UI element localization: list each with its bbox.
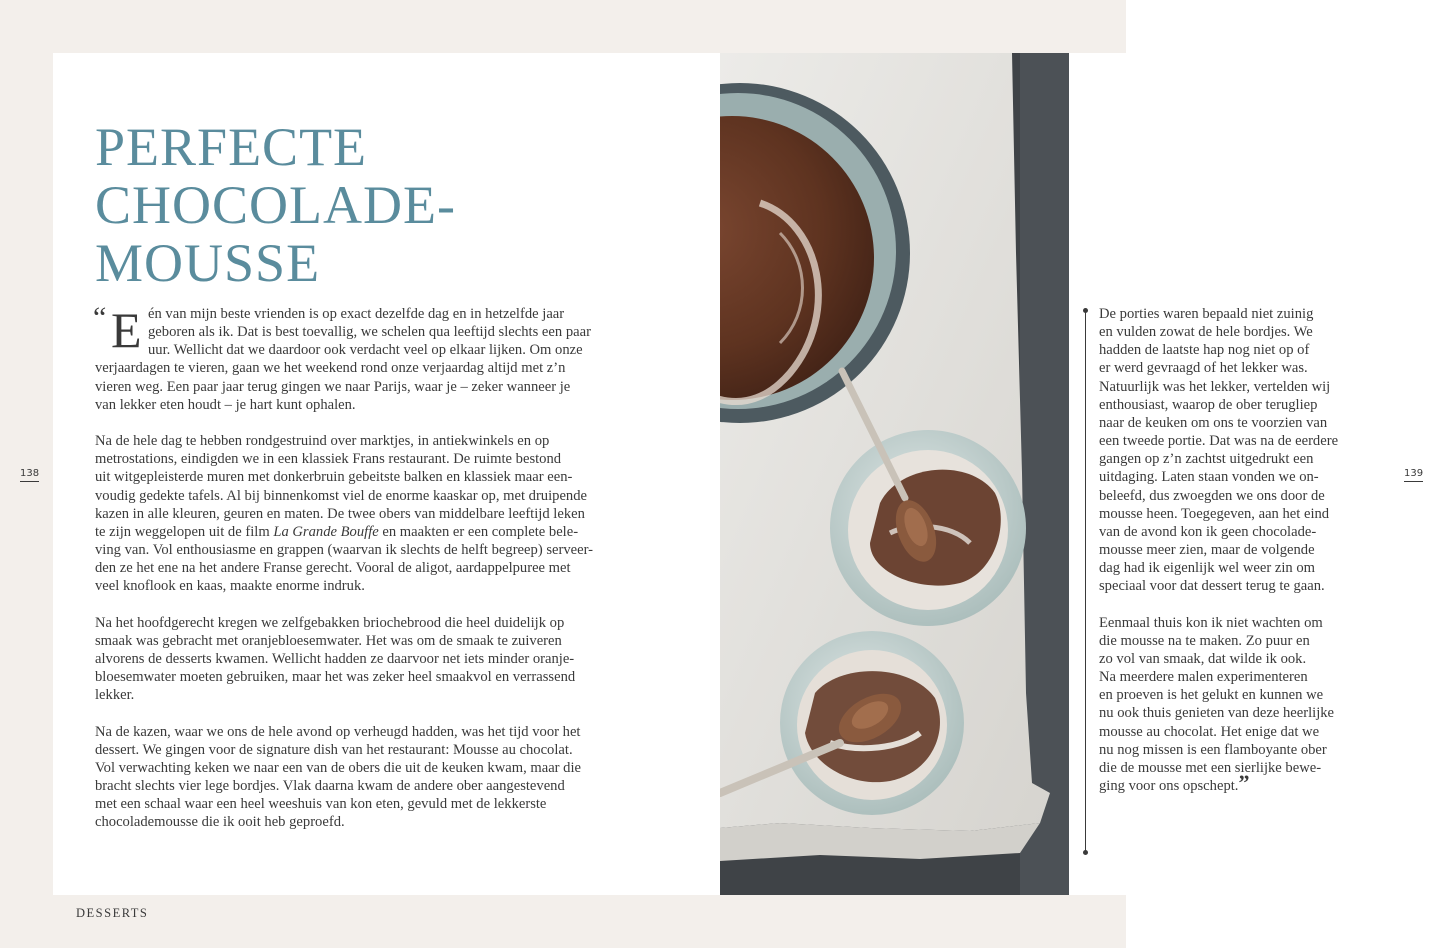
last-line-text: ging voor ons opschept. — [1099, 778, 1239, 795]
text-line: mousse heen. Toegegeven, aan het eind — [1099, 505, 1330, 522]
text-line: nu ook thuis genieten van deze heerlijke — [1099, 705, 1335, 722]
right-text-column — [1099, 305, 1359, 813]
intro-line: uur. Wellicht dat we daardoor ook verdacht veel op elkaar lijken. Om onze — [148, 342, 583, 359]
page-title — [95, 118, 456, 292]
text-line: veel knoflook en kaas, maakte enorme indruk. — [95, 578, 365, 595]
intro-paragraph — [93, 301, 635, 414]
text-line: Vol verwachting keken we naar een van de obers die uit de keuken kwam, maar die — [95, 759, 582, 776]
text-line: Na de hele dag te hebben rondgestruind over marktjes, in antiekwinkels en op — [95, 433, 550, 450]
text-line: gangen op z’n zachtst uitgedrukt een — [1099, 451, 1314, 468]
text-line: enthousiast, waarop de ober terugliep — [1099, 396, 1318, 413]
text-line: van de avond kon ik geen chocolade- — [1099, 523, 1317, 540]
divider-top-dot — [1083, 308, 1088, 313]
text-line: smaak was gebracht met oranjebloesemwater. Het was om de smaak te zuiveren — [95, 632, 562, 649]
film-before: te zijn weggelopen uit de film — [95, 523, 274, 540]
text-line: er werd gevraagd of het lekker was. — [1099, 360, 1308, 377]
text-line: beleefd, dus zwoegden we ons door de — [1099, 487, 1325, 504]
text-line: metrostations, eindigden we in een klassiek Frans restaurant. De ruimte bestond — [95, 451, 562, 468]
right-paragraph-portions — [1099, 305, 1359, 596]
intro-line: van lekker eten houdt – je hart kunt ophalen. — [95, 396, 356, 413]
intro-line: verjaardagen te vieren, gaan we het weekend rond onze verjaardag altijd met z’n — [95, 360, 566, 377]
open-quote-mark: “ — [93, 301, 107, 334]
left-text-column — [93, 301, 635, 850]
text-line: bracht slechts vier lege bordjes. Vlak daarna kwam de andere ober aangestevend — [95, 778, 565, 795]
column-divider — [1085, 310, 1086, 853]
text-line: uit witgepleisterde muren met donkerbruin gebeitste balken en klassiek maar een- — [95, 469, 573, 486]
text-line: Na de kazen, waar we ons de hele avond op verheugd hadden, was het tijd voor het — [95, 723, 581, 740]
text-line: met een schaal waar een heel weeshuis van kon eten, gevuld met de lekkerste — [95, 796, 547, 813]
text-line: een tweede portie. Dat was na de eerdere — [1099, 433, 1339, 450]
page-number-left: 138 — [20, 468, 39, 482]
paragraph-dessert — [95, 723, 635, 832]
right-paragraph-home — [1099, 614, 1359, 796]
text-line: mousse meer zien, maar de volgende — [1099, 542, 1315, 559]
text-line-last — [1099, 770, 1359, 796]
text-line: dag had ik eigenlijk wel weer zin om — [1099, 560, 1315, 577]
intro-line: én van mijn beste vrienden is op exact dezelfde dag en in hetzelfde jaar — [148, 306, 565, 322]
text-line: lekker. — [95, 687, 135, 704]
text-line: die de mousse met een sierlijke bewe- — [1099, 759, 1322, 776]
text-line: voudig gedekte tafels. Al bij binnenkomst viel de enorme kaaskar op, met druipende — [95, 487, 588, 504]
page-number-right: 139 — [1404, 468, 1423, 482]
text-line: uitdaging. Laten staan vonden we on- — [1099, 469, 1319, 486]
text-line: die mousse na te maken. Zo puur en — [1099, 632, 1310, 649]
title-line-1: PERFECTE — [95, 117, 368, 177]
film-title: La Grande Bouffe — [273, 523, 379, 540]
section-label: DESSERTS — [76, 906, 149, 920]
text-line: zo vol van smaak, dat wilde ik ook. — [1099, 650, 1307, 667]
paragraph-restaurant — [95, 432, 635, 595]
text-line-film — [95, 523, 635, 541]
film-after: en maakten er een complete bele- — [378, 523, 579, 540]
text-line: Na het hoofdgerecht kregen we zelfgebakken briochebrood die heel duidelijk op — [95, 614, 565, 631]
text-line: Na meerdere malen experimenteren — [1099, 669, 1308, 686]
text-line: dessert. We gingen voor de signature dish van het restaurant: Mousse au chocolat. — [95, 741, 573, 758]
text-line: ving van. Vol enthousiasme en grappen (waarvan ik slechts de helft begreep) serveer- — [95, 542, 594, 559]
text-line: Natuurlijk was het lekker, vertelden wij — [1099, 378, 1331, 395]
text-line: naar de keuken om ons te voorzien van — [1099, 414, 1328, 431]
text-line: speciaal voor dat dessert terug te gaan. — [1099, 578, 1325, 595]
drop-cap: E — [111, 302, 142, 358]
text-line: mousse au chocolat. Het enige dat we — [1099, 723, 1320, 740]
divider-bottom-dot — [1083, 850, 1088, 855]
text-line: den ze het ene na het andere Franse gerecht. Vooral de aligot, aardappelpuree met — [95, 560, 571, 577]
title-line-3: MOUSSE — [95, 233, 321, 293]
mousse-photo — [720, 53, 1069, 895]
close-quote-mark: ” — [1238, 770, 1250, 796]
text-line: bloesemwater moeten gebruiken, maar het was zeker heel smaakvol en verrassend — [95, 669, 576, 686]
text-line: hadden de laatste hap nog niet op of — [1099, 342, 1310, 359]
paragraph-brioche — [95, 614, 635, 705]
title-line-2: CHOCOLADE- — [95, 175, 456, 235]
text-line: nu nog missen is een flamboyante ober — [1099, 741, 1327, 758]
text-line: alvorens de desserts kwamen. Wellicht hadden ze daarvoor net iets minder oranje- — [95, 650, 575, 667]
text-line: en proeven is het gelukt en kunnen we — [1099, 687, 1324, 704]
intro-line: vieren weg. Een paar jaar terug gingen we naar Parijs, waar je – zeker wanneer je — [95, 378, 571, 395]
text-line: kazen in alle kleuren, geuren en maten. De twee obers van middelbare leeftijd leken — [95, 505, 585, 522]
intro-line: geboren als ik. Dat is best toevallig, we schelen qua leeftijd slechts een paar — [148, 324, 591, 341]
text-line: De porties waren bepaald niet zuinig — [1099, 306, 1314, 322]
text-line: chocolademousse die ik ooit heb geproefd. — [95, 814, 345, 831]
text-line: Eenmaal thuis kon ik niet wachten om — [1099, 614, 1323, 631]
text-line: en vulden zowat de hele bordjes. We — [1099, 324, 1313, 341]
